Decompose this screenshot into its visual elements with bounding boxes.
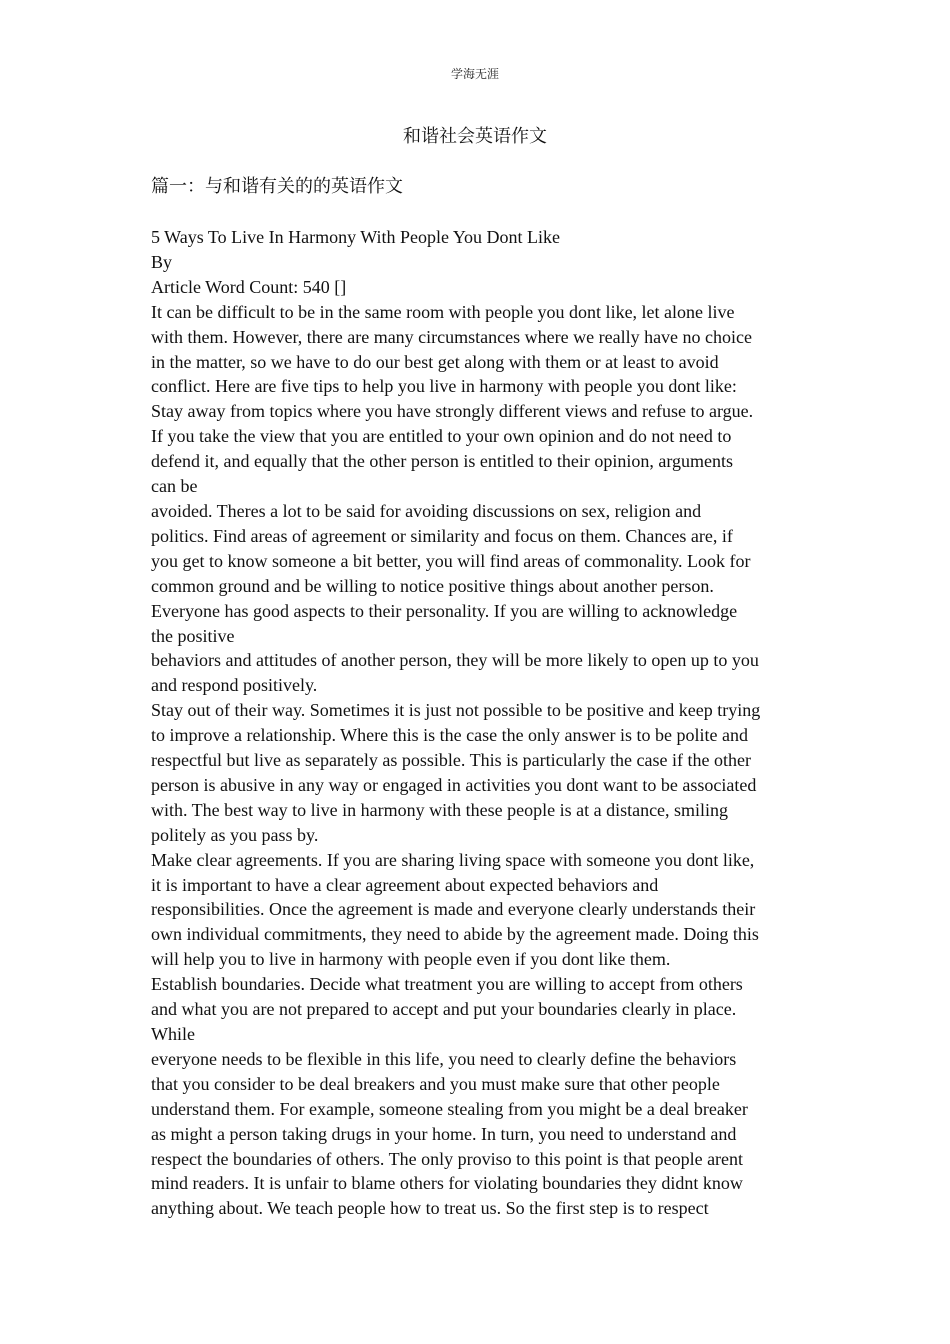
text-line: as might a person taking drugs in your home. In turn, you need to understand and (151, 1123, 737, 1144)
text-line: can be (151, 476, 198, 497)
text-line: Stay away from topics where you have strongly different views and refuse to argue. (151, 401, 754, 422)
text-line: By (151, 251, 173, 272)
text-line: Establish boundaries. Decide what treatment you are willing to accept from others (151, 974, 743, 995)
page-header: 学海无涯 (450, 67, 499, 81)
text-line: respect the boundaries of others. The only proviso to this point is that people arent (151, 1148, 744, 1169)
text-line: behaviors and attitudes of another person, they will be more likely to open up to you (151, 650, 759, 671)
text-line: and respond positively. (151, 675, 318, 696)
text-line: with. The best way to live in harmony with these people is at a distance, smiling (151, 799, 729, 820)
article-body (151, 225, 811, 1221)
text-line: respectful but live as separately as possible. This is particularly the case if the other (151, 750, 751, 771)
text-line: will help you to live in harmony with people even if you dont like them. (151, 949, 671, 970)
text-line: Everyone has good aspects to their personality. If you are willing to acknowledge (151, 600, 738, 621)
text-line: you get to know someone a bit better, you will find areas of commonality. Look for (151, 550, 751, 571)
document-title: 和谐社会英语作文 (403, 126, 547, 147)
text-line: mind readers. It is unfair to blame others for violating boundaries they didnt know (151, 1173, 743, 1194)
text-line: own individual commitments, they need to abide by the agreement made. Doing this (151, 924, 759, 945)
text-line: common ground and be willing to notice positive things about another person. (151, 575, 714, 596)
text-line: Article Word Count: 540 [] (151, 276, 347, 297)
text-line: avoided. Theres a lot to be said for avoiding discussions on sex, religion and (151, 500, 702, 521)
text-line: 5 Ways To Live In Harmony With People You Dont Like (151, 227, 561, 247)
text-line: that you consider to be deal breakers and you must make sure that other people (151, 1073, 720, 1094)
text-line: politics. Find areas of agreement or similarity and focus on them. Chances are, if (151, 525, 733, 546)
section-heading: 篇一：与和谐有关的的英语作文 (151, 176, 403, 197)
text-line: and what you are not prepared to accept and put your boundaries clearly in place. (151, 999, 737, 1020)
text-line: defend it, and equally that the other person is entitled to their opinion, arguments (151, 451, 734, 472)
text-line: the positive (151, 625, 235, 646)
text-line: everyone needs to be flexible in this life, you need to clearly define the behaviors (151, 1048, 737, 1069)
text-line: responsibilities. Once the agreement is made and everyone clearly understands their (151, 899, 756, 920)
text-line: conflict. Here are five tips to help you live in harmony with people you dont like: (151, 376, 737, 397)
text-line: with them. However, there are many circumstances where we really have no choice (151, 326, 753, 347)
text-line: Stay out of their way. Sometimes it is just not possible to be positive and keep trying (151, 700, 761, 721)
text-line: Make clear agreements. If you are sharing living space with someone you dont like, (151, 849, 755, 870)
text-line: anything about. We teach people how to treat us. So the first step is to respect (151, 1198, 709, 1219)
text-line: person is abusive in any way or engaged in activities you dont want to be associated (151, 774, 757, 795)
text-line: While (151, 1024, 195, 1044)
text-line: understand them. For example, someone stealing from you might be a deal breaker (151, 1098, 748, 1119)
text-line: It can be difficult to be in the same room with people you dont like, let alone live (151, 301, 735, 322)
text-line: politely as you pass by. (151, 824, 319, 845)
text-line: it is important to have a clear agreement about expected behaviors and (151, 874, 659, 895)
text-line: If you take the view that you are entitled to your own opinion and do not need to (151, 426, 732, 447)
text-line: in the matter, so we have to do our best get along with them or at least to avoid (151, 351, 719, 372)
text-line: to improve a relationship. Where this is the case the only answer is to be polite and (151, 725, 749, 746)
